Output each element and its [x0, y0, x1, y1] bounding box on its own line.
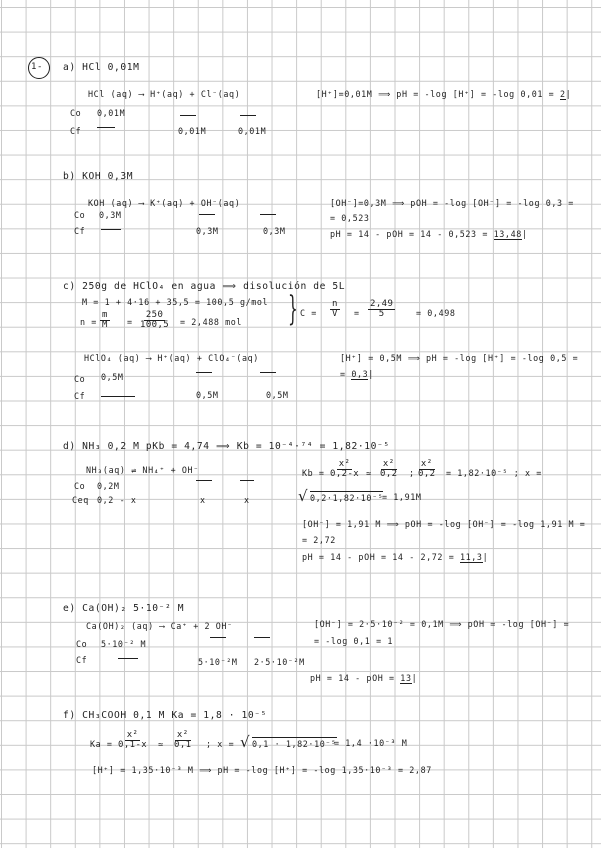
c-cf-clo4: 0,5M	[266, 390, 289, 400]
c-ph-prefix: =	[340, 369, 346, 379]
c-cf-h: 0,5M	[196, 390, 219, 400]
d-ceq-value: 0,2 - x	[97, 495, 137, 505]
a-dash-hcl	[97, 127, 115, 128]
c-cf-label: Cf	[74, 391, 86, 401]
d-ceq-label: Ceq	[72, 495, 89, 505]
d-sqrt-symbol: √	[298, 487, 308, 505]
d-kb-frac3-num: x²	[420, 459, 433, 469]
c-moles-frac	[100, 311, 110, 331]
f-ka-frac2-num: x²	[176, 730, 189, 740]
f-sqrt-symbol: √	[240, 733, 250, 751]
c-reaction: HClO₄ (aq) ⟶ H⁺(aq) + ClO₄⁻(aq)	[84, 353, 259, 363]
f-ka-approx: ≃	[158, 739, 164, 749]
c-moles-lhs: n =	[80, 317, 97, 327]
d-ph-result: 11,3	[460, 552, 483, 562]
d-ph-expression: pH = 14 - pOH = 14 - 2,72 =	[302, 552, 455, 562]
a-dash-cl	[240, 115, 256, 116]
d-kb-frac1-den: 0,2-x	[330, 469, 360, 480]
e-ph-expression: pH = 14 - pOH =	[310, 673, 395, 683]
c-conc-result: = 0,498	[416, 308, 456, 318]
e-reaction: Ca(OH)₂ (aq) ⟶ Ca⁺ + 2 OH⁻	[86, 621, 233, 631]
a-cf-cl: 0,01M	[238, 126, 267, 136]
f-ka-x: ; x =	[206, 739, 235, 749]
e-poh-value: = -log 0,1 = 1	[314, 636, 393, 646]
f-sqrt	[240, 732, 250, 751]
d-dash-oh	[240, 480, 254, 481]
e-dash-ca	[210, 637, 226, 638]
d-x2: x	[244, 495, 250, 505]
e-title: e) Ca(OH)₂ 5·10⁻² M	[63, 603, 185, 614]
c-moles-frac2-den: 100,5	[140, 320, 170, 331]
a-dash-h	[180, 115, 196, 116]
b-ph-line: pH = 14 - pOH = 14 - 0,523 = 13,48|	[330, 229, 528, 239]
b-co-value: 0,3M	[99, 210, 122, 220]
c-conc-frac	[330, 300, 340, 320]
b-reaction: KOH (aq) ⟶ K⁺(aq) + OH⁻(aq)	[88, 198, 241, 208]
e-ph-result: 13	[400, 673, 412, 683]
e-cf-ca: 5·10⁻²M	[198, 657, 238, 667]
c-conc-eq: =	[354, 308, 360, 318]
b-cf-label: Cf	[74, 226, 86, 236]
c-dash-clo4	[260, 372, 276, 373]
d-dash-nh4	[196, 480, 212, 481]
b-poh-value: = 0,523	[330, 213, 370, 223]
e-ph-line: pH = 14 - pOH = 13|	[310, 673, 418, 683]
f-ka-frac1-den: 0,1-x	[118, 740, 148, 751]
e-co-label: Co	[76, 639, 88, 649]
c-moles-frac2-num: 250	[145, 310, 164, 320]
c-ph-text: [H⁺] = 0,5M ⟹ pH = -log [H⁺] = -log 0,5 =	[340, 353, 579, 363]
d-kb-result: = 1,82·10⁻⁵ ; x =	[446, 468, 542, 478]
d-poh-text: [OH⁻] = 1,91 M ⟹ pOH = -log [OH⁻] = -log 1,91 M =	[302, 519, 586, 529]
a-cf-h: 0,01M	[178, 126, 207, 136]
d-kb-lhs: Kb =	[302, 468, 325, 478]
f-ka-frac1	[118, 731, 147, 751]
c-conc-frac2	[368, 300, 395, 320]
d-co-value: 0,2M	[97, 481, 120, 491]
b-cf-oh: 0,3M	[263, 226, 286, 236]
a-ph-text: [H⁺]=0,01M ⟹ pH = -log [H⁺] = -log 0,01 = 2|	[316, 89, 572, 99]
c-brace: }	[287, 289, 298, 329]
c-conc-frac2-num: 2,49	[370, 299, 394, 309]
e-co-value: 5·10⁻² M	[101, 639, 147, 649]
d-sqrt	[298, 486, 308, 505]
a-title: a) HCl 0,01M	[63, 62, 140, 73]
d-kb-frac1-num: x²	[338, 459, 351, 469]
c-co-value: 0,5M	[101, 372, 124, 382]
d-kb-frac3	[418, 460, 435, 480]
d-kb-frac2	[380, 460, 397, 480]
a-ph-expression: [H⁺]=0,01M ⟹ pH = -log [H⁺] = -log 0,01 =	[316, 89, 555, 99]
b-dash-koh	[101, 229, 121, 230]
c-ph-result: 0,3	[351, 369, 369, 379]
d-kb-approx: ≃	[366, 468, 372, 478]
d-reaction: NH₃(aq) ⇌ NH₄⁺ + OH⁻	[86, 465, 199, 475]
f-ka-frac2	[174, 731, 191, 751]
f-ka-lhs: Ka =	[90, 739, 113, 749]
c-dash-h	[196, 372, 212, 373]
d-co-label: Co	[74, 481, 86, 491]
f-x-result: = 1,4 ·10⁻³ M	[334, 738, 408, 748]
e-dash-caoh2	[118, 658, 138, 659]
d-x-result: = 1,91M	[382, 492, 422, 502]
d-title: d) NH₃ 0,2 M pKb = 4,74 ⟹ Kb = 10⁻⁴·⁷⁴ = 1,82·10⁻⁵	[63, 441, 390, 452]
a-co-label: Co	[70, 108, 82, 118]
f-ka-frac1-num: x²	[126, 730, 139, 740]
c-conc-frac2-den: 5	[378, 309, 385, 320]
f-ph-text: [H⁺] = 1,35·10⁻³ M ⟹ pH = -log [H⁺] = -log 1,35·10⁻³ = 2,87	[92, 765, 432, 775]
c-dash-hclo4	[101, 396, 135, 397]
c-co-label: Co	[74, 374, 86, 384]
d-kb-semicolon: ;	[409, 468, 415, 478]
f-ka-frac2-den: 0,1	[174, 740, 192, 751]
b-ph-result: 13,48	[493, 229, 522, 239]
e-cf-label: Cf	[76, 655, 88, 665]
c-moles-result: = 2,488 mol	[180, 317, 243, 327]
b-dash-oh	[260, 214, 276, 215]
c-molar-mass: M = 1 + 4·16 + 35,5 = 100,5 g/mol	[82, 297, 269, 307]
c-moles-frac-den: M	[102, 320, 108, 331]
c-moles-frac-num: m	[102, 310, 108, 320]
f-title: f) CH₃COOH 0,1 M Ka = 1,8 · 10⁻⁵	[63, 710, 268, 721]
c-moles-frac2	[140, 311, 169, 331]
a-co-value: 0,01M	[97, 108, 126, 118]
problem-number: 1-	[31, 62, 44, 72]
d-kb-frac3-den: 0,2	[418, 469, 436, 480]
b-ph-expression: pH = 14 - pOH = 14 - 0,523 =	[330, 229, 488, 239]
c-title: c) 250g de HClO₄ en agua ⟹ disolución de 5L	[63, 281, 346, 292]
d-x1: x	[200, 495, 206, 505]
c-conc-frac-num: n	[332, 299, 338, 309]
b-poh-text: [OH⁻]=0,3M ⟹ pOH = -log [OH⁻] = -log 0,3 =	[330, 198, 574, 208]
d-sqrt-content: 0,2·1,82·10⁻⁵	[310, 493, 384, 503]
c-ph-line: = 0,3|	[340, 369, 374, 379]
b-co-label: Co	[74, 210, 86, 220]
e-poh-text: [OH⁻] = 2·5·10⁻² = 0,1M ⟹ pOH = -log [OH⁻] =	[314, 619, 570, 629]
d-kb-frac2-den: 0,2	[380, 469, 398, 480]
f-sqrt-content: 0,1 · 1,82·10⁻⁵	[252, 739, 337, 749]
b-cf-k: 0,3M	[196, 226, 219, 236]
a-reaction: HCl (aq) ⟶ H⁺(aq) + Cl⁻(aq)	[88, 89, 241, 99]
e-dash-oh	[254, 637, 270, 638]
c-conc-lhs: C =	[300, 308, 317, 318]
d-ph-line: pH = 14 - pOH = 14 - 2,72 = 11,3|	[302, 552, 489, 562]
a-ph-result: 2	[559, 89, 566, 99]
e-cf-oh: 2·5·10⁻²M	[254, 657, 305, 667]
d-poh-value: = 2,72	[302, 535, 336, 545]
a-cf-label: Cf	[70, 126, 82, 136]
c-moles-eq: =	[127, 317, 133, 327]
d-kb-frac1	[330, 460, 359, 480]
c-conc-frac-den: V	[332, 309, 338, 320]
d-kb-frac2-num: x²	[382, 459, 395, 469]
b-dash-k	[199, 214, 215, 215]
b-title: b) KOH 0,3M	[63, 171, 134, 182]
